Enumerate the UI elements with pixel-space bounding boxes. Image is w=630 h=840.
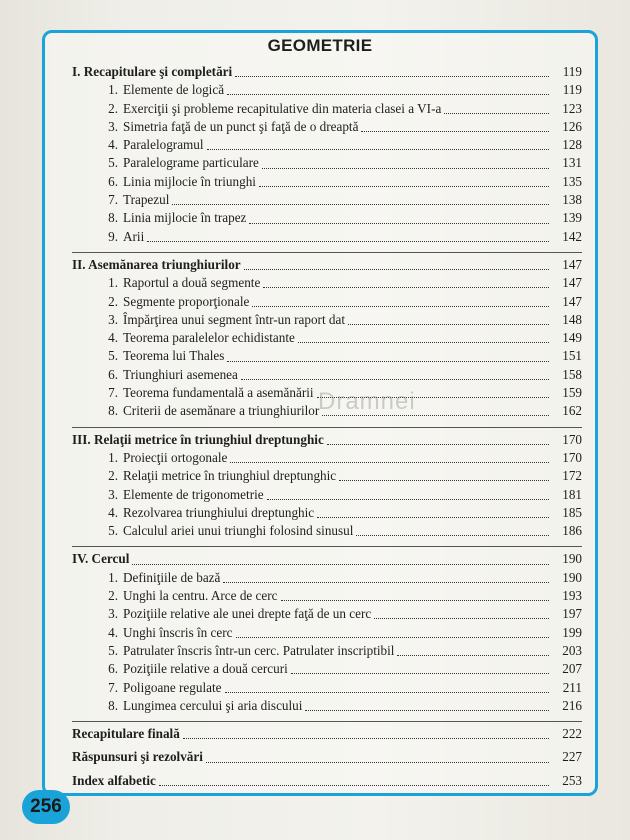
toc-page-number: 170: [562, 449, 582, 465]
toc-label: III. Relaţii metrice în triunghiul dreptunghic: [72, 431, 324, 447]
toc-item-number: 1.: [108, 275, 118, 291]
toc-item: [72, 366, 582, 384]
toc-page-number: 193: [562, 588, 582, 604]
toc-label: Recapitulare finală: [72, 726, 180, 742]
dot-leader: [374, 617, 549, 619]
toc-item-number: 1.: [108, 569, 118, 585]
toc-page-number: 139: [562, 210, 582, 226]
toc-page-number: 185: [562, 504, 582, 520]
dot-leader: [227, 360, 549, 362]
section-divider: [72, 721, 582, 722]
toc-page-number: 135: [562, 173, 582, 189]
toc-label: Lungimea cercului şi aria discului: [123, 697, 303, 713]
toc-label: Definiţiile de bază: [123, 569, 221, 585]
dot-leader: [317, 516, 549, 518]
toc-item-number: 3.: [108, 606, 118, 622]
toc-label: Criterii de asemănare a triunghiurilor: [123, 403, 320, 419]
toc-label: Răspunsuri şi rezolvări: [72, 749, 203, 765]
table-of-contents: [72, 63, 582, 795]
toc-label: Raportul a două segmente: [123, 275, 261, 291]
dot-leader: [244, 268, 549, 270]
toc-section-heading: [72, 256, 582, 274]
toc-item: [72, 504, 582, 522]
toc-item: [72, 293, 582, 311]
toc-item: [72, 100, 582, 118]
dot-leader: [147, 240, 549, 242]
toc-label: Index alfabetic: [72, 772, 156, 788]
toc-label: Patrulater înscris într-un cerc. Patrulater inscriptibil: [123, 642, 395, 658]
toc-section-heading: [72, 550, 582, 568]
toc-label: Unghi la centru. Arce de cerc: [123, 588, 278, 604]
toc-page-number: 119: [562, 82, 582, 98]
toc-label: Simetria faţă de un punct şi faţă de o dreaptă: [123, 118, 359, 134]
section-divider: [72, 427, 582, 428]
toc-item: [72, 329, 582, 347]
toc-page-number: 170: [562, 431, 582, 447]
dot-leader: [356, 534, 549, 536]
toc-label: Rezolvarea triunghiului dreptunghic: [123, 504, 315, 520]
dot-leader: [241, 378, 549, 380]
toc-item-number: 4.: [108, 624, 118, 640]
dot-leader: [263, 286, 549, 288]
toc-page-number: 186: [562, 523, 582, 539]
toc-item-number: 5.: [108, 642, 118, 658]
toc-item: [72, 449, 582, 467]
toc-page-number: 253: [562, 772, 582, 788]
toc-page-number: 119: [562, 64, 582, 79]
toc-page-number: 158: [562, 366, 582, 382]
toc-section-heading: [72, 725, 582, 743]
toc-item: [72, 311, 582, 329]
dot-leader: [444, 112, 549, 114]
toc-item: [72, 136, 582, 154]
toc-page-number: 211: [562, 679, 582, 695]
dot-leader: [348, 323, 549, 325]
dot-leader: [207, 148, 549, 150]
toc-page-number: 203: [562, 642, 582, 658]
toc-label: Teorema paralelelor echidistante: [123, 330, 295, 346]
toc-item: [72, 697, 582, 715]
dot-leader: [252, 305, 549, 307]
toc-label: Poziţiile relative ale unei drepte faţă de un cerc: [123, 606, 372, 622]
toc-page-number: 172: [562, 468, 582, 484]
toc-item: [72, 467, 582, 485]
toc-page-number: 199: [562, 624, 582, 640]
toc-item: [72, 173, 582, 191]
toc-item-number: 4.: [108, 330, 118, 346]
toc-item-number: 3.: [108, 486, 118, 502]
dot-leader: [225, 691, 549, 693]
toc-item-number: 1.: [108, 449, 118, 465]
toc-page-number: 147: [562, 275, 582, 291]
toc-item: [72, 191, 582, 209]
toc-page-number: 216: [562, 697, 582, 713]
toc-section-heading: [72, 431, 582, 449]
toc-label: Elemente de logică: [123, 82, 225, 98]
toc-page-number: 190: [562, 569, 582, 585]
toc-item: [72, 228, 582, 246]
toc-label: Paralelogramul: [123, 137, 204, 153]
dot-leader: [262, 167, 549, 169]
toc-section-heading: [72, 748, 582, 766]
toc-label: Poziţiile relative a două cercuri: [123, 661, 288, 677]
toc-page-number: 190: [562, 551, 582, 567]
toc-label: Proiecţii ortogonale: [123, 449, 228, 465]
toc-item-number: 7.: [108, 192, 118, 208]
toc-page-number: 128: [562, 137, 582, 153]
toc-item: [72, 274, 582, 292]
toc-page-number: 207: [562, 661, 582, 677]
toc-item-number: 2.: [108, 293, 118, 309]
dot-leader: [291, 672, 549, 674]
toc-section-heading: [72, 772, 582, 790]
dot-leader: [132, 563, 549, 565]
dot-leader: [183, 737, 549, 739]
toc-item-number: 5.: [108, 348, 118, 364]
dot-leader: [305, 709, 549, 711]
dot-leader: [259, 185, 549, 187]
toc-item: [72, 587, 582, 605]
dot-leader: [235, 75, 549, 77]
toc-item-number: 4.: [108, 137, 118, 153]
dot-leader: [281, 599, 549, 601]
toc-label: Împărţirea unui segment într-un raport dat: [123, 311, 346, 327]
toc-item: [72, 642, 582, 660]
toc-label: IV. Cercul: [72, 551, 130, 567]
dot-leader: [159, 784, 549, 786]
dot-leader: [361, 130, 549, 132]
toc-label: Linia mijlocie în trapez: [123, 210, 247, 226]
page-number: 256: [30, 796, 62, 817]
toc-item-number: 5.: [108, 155, 118, 171]
toc-label: Unghi înscris în cerc: [123, 624, 233, 640]
dot-leader: [227, 93, 549, 95]
toc-page-number: 131: [562, 155, 582, 171]
toc-page-number: 147: [562, 293, 582, 309]
toc-item-number: 2.: [108, 588, 118, 604]
toc-item-number: 7.: [108, 679, 118, 695]
dot-leader: [223, 581, 549, 583]
dot-leader: [206, 761, 549, 763]
toc-page-number: 222: [562, 726, 582, 742]
toc-item-number: 1.: [108, 82, 118, 98]
toc-item-number: 3.: [108, 311, 118, 327]
toc-item: [72, 118, 582, 136]
toc-item: [72, 605, 582, 623]
section-divider: [72, 252, 582, 253]
toc-item: [72, 209, 582, 227]
toc-item: [72, 660, 582, 678]
toc-page-number: 138: [562, 192, 582, 208]
toc-item-number: 8.: [108, 403, 118, 419]
watermark: Dramnei: [318, 388, 416, 415]
toc-label: Segmente proporţionale: [123, 293, 250, 309]
toc-label: II. Asemănarea triunghiurilor: [72, 256, 241, 272]
toc-item: [72, 679, 582, 697]
toc-label: Triunghiuri asemenea: [123, 366, 238, 382]
toc-label: Exerciţii şi probleme recapitulative din materia clasei a VI-a: [123, 100, 442, 116]
toc-label: Arii: [123, 228, 145, 244]
toc-page-number: 162: [562, 403, 582, 419]
toc-label: Teorema fundamentală a asemănării: [123, 385, 314, 401]
toc-section-heading: [72, 63, 582, 81]
toc-item-number: 8.: [108, 210, 118, 226]
dot-leader: [327, 443, 549, 445]
dot-leader: [249, 222, 549, 224]
toc-page-number: 126: [562, 118, 582, 134]
toc-page-number: 227: [562, 749, 582, 765]
toc-label: Calculul ariei unui triunghi folosind sinusul: [123, 523, 354, 539]
section-divider: [72, 546, 582, 547]
toc-item-number: 6.: [108, 173, 118, 189]
toc-item: [72, 81, 582, 99]
toc-page-number: 151: [562, 348, 582, 364]
page-number-badge: [22, 790, 70, 824]
toc-item: [72, 154, 582, 172]
toc-label: Linia mijlocie în triunghi: [123, 173, 256, 189]
toc-page-number: 197: [562, 606, 582, 622]
toc-label: Paralelograme particulare: [123, 155, 259, 171]
toc-item-number: 6.: [108, 661, 118, 677]
toc-item-number: 5.: [108, 523, 118, 539]
dot-leader: [230, 461, 549, 463]
toc-item: [72, 347, 582, 365]
toc-label: Trapezul: [123, 192, 170, 208]
dot-leader: [298, 341, 549, 343]
toc-page-number: 159: [562, 385, 582, 401]
toc-label: Poligoane regulate: [123, 679, 222, 695]
toc-item: [72, 624, 582, 642]
toc-page-number: 147: [562, 256, 582, 272]
dot-leader: [172, 203, 549, 205]
toc-label: Relaţii metrice în triunghiul dreptunghic: [123, 468, 337, 484]
toc-item: [72, 569, 582, 587]
toc-item-number: 6.: [108, 366, 118, 382]
toc-item-number: 7.: [108, 385, 118, 401]
toc-page-number: 123: [562, 100, 582, 116]
toc-item-number: 2.: [108, 468, 118, 484]
toc-page-number: 181: [562, 486, 582, 502]
toc-item-number: 3.: [108, 118, 118, 134]
page-title: GEOMETRIE: [267, 36, 373, 55]
toc-item-number: 9.: [108, 228, 118, 244]
toc-label: I. Recapitulare şi completări: [72, 64, 233, 79]
toc-page-number: 149: [562, 330, 582, 346]
toc-item-number: 2.: [108, 100, 118, 116]
toc-page-number: 148: [562, 311, 582, 327]
spacer: [72, 790, 582, 795]
dot-leader: [267, 498, 549, 500]
toc-item: [72, 486, 582, 504]
toc-item-number: 4.: [108, 504, 118, 520]
dot-leader: [236, 636, 550, 638]
dot-leader: [397, 654, 549, 656]
toc-label: Teorema lui Thales: [123, 348, 225, 364]
toc-page-number: 142: [562, 228, 582, 244]
dot-leader: [339, 479, 549, 481]
toc-item: [72, 522, 582, 540]
toc-item-number: 8.: [108, 697, 118, 713]
toc-label: Elemente de trigonometrie: [123, 486, 264, 502]
